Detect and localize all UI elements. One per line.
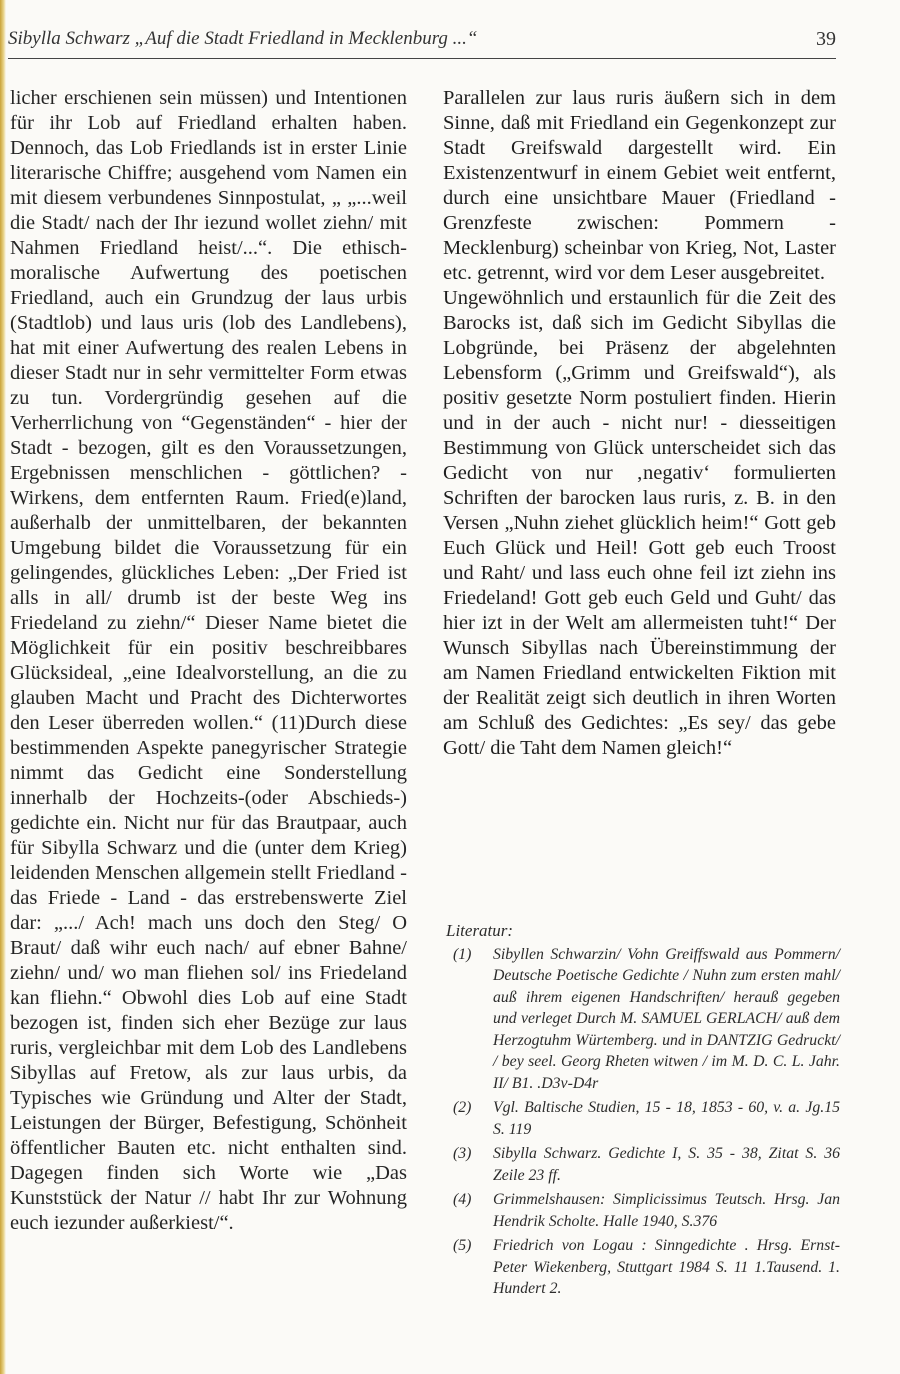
literature-text: Grimmelshausen: Simplicissimus Teutsch. Hrsg. Jan Hendrik Scholte. Halle 1940, S.376 <box>493 1191 840 1230</box>
literature-heading: Literatur: <box>446 921 514 940</box>
literature-item <box>443 1143 840 1186</box>
literature-number: (2) <box>453 1099 472 1116</box>
literature-number: (4) <box>453 1191 472 1208</box>
right-paragraph-2: Ungewöhnlich und erstaunlich für die Zeit des Barocks ist, daß sich im Gedicht Sibyllas die Lobgründe, bei Präsenz der abgelehnten Lebensform („Grimm und Greifswald“), als positiv gesetzte Norm postuliert finden. Hierin und in der auch - nicht nur! - diesseitigen Bestimmung von Glück unterscheidet sich das Gedicht von nur ‚negativ‘ formulierten Schriften der barocken laus ruris, z. B. in den Versen „Nuhn ziehet glücklich heim!“ Gott geb Euch Glück und Heil! Gott geb euch Troost und Raht/ und lass euch ohne feil izt ziehn ins Friedeland! Gott geb euch Geld und Guht/ das hier izt in der Welt am allermeisten tuht!“ Der Wunsch Sibyllas nach Übereinstimmung der am Namen Friedland entwickelten Fiktion mit der Realität zeigt sich deutlich in ihren Worten am Schluß des Gedichtes: „Es sey/ das gebe Gott/ die Taht dem Namen gleich!“ <box>443 287 836 759</box>
left-text-column <box>10 86 407 1236</box>
page-number: 39 <box>816 28 836 50</box>
page-header <box>8 24 836 59</box>
page-edge-highlight <box>0 0 6 1374</box>
literature-number: (3) <box>453 1145 472 1162</box>
literature-item <box>443 944 840 1095</box>
literature-item <box>443 1189 840 1232</box>
right-text-column <box>443 86 836 761</box>
literature-item <box>443 1235 840 1300</box>
literature-number: (1) <box>453 945 472 963</box>
literature-item <box>443 1097 840 1140</box>
literature-text: Vgl. Baltische Studien, 15 - 18, 1853 - 60, v. a. Jg.15 S. 119 <box>493 1099 840 1138</box>
left-paragraph: licher erschienen sein müssen) und Intentionen für ihr Lob auf Friedland erhalten haben. Dennoch, das Lob Friedlands ist in erster Linie literarische Chiffre; ausgehend vom Namen ein mit diesem verbundenes Sinnpostulat, „ „...weil die Stadt/ nach der Ihr iezund wollet ziehn/ mit Nahmen Friedland heist/...“. Die ethisch-moralische Aufwertung des poetischen Friedland, auch ein Grundzug der laus urbis (Stadtlob) und laus uris (lob des Landlebens), hat mit einer Aufwertung des realen Lebens in dieser Stadt nur in sehr vermittelter Form etwas zu tun. Vordergründig gesehen auf die Verherrlichung von “Gegenständen“ - hier der Stadt - bezogen, gilt es den Voraussetzungen, Ergebnissen menschlichen - göttlichen? - Wirkens, dem entfernten Raum. Fried(e)land, außerhalb der unmittelbaren, der bekannten Umgebung bildet die Voraussetzung für ein gelingendes, glückliches Leben: „Der Fried ist alls in all/ drumb ist der beste Weg ins Friedeland zu ziehn/“ Dieser Name bietet die Möglichkeit für ein positiv beschreibbares Glücksideal, „eine Idealvorstellung, an die zu glauben Macht und Pracht des Dichterwortes den Leser überreden wollen.“ (11)Durch diese bestimmenden Aspekte panegyrischer Strategie nimmt das Gedicht eine Sonderstellung innerhalb der Hochzeits-(oder Abschieds-) gedichte ein. Nicht nur für das Brautpaar, auch für Sibylla Schwarz und die (unter dem Krieg) leidenden Menschen allgemein stellt Friedland - das Friede - Land - das erstrebenswerte Ziel dar: „.../ Ach! mach uns doch den Steg/ O Braut/ daß wihr euch nach/ auf ebner Bahne/ ziehn/ und/ wo man fliehen sol/ ins Friedeland kan fliehn.“ Obwohl dies Lob auf eine Stadt bezogen ist, finden sich eher Bezüge zur laus ruris, vergleichbar mit dem Lob des Landlebens Sibyllas auf Fretow, als zur laus urbis, da Typisches wie Gründung und Alter der Stadt, Leistungen der Bürger, Befestigung, Schönheit öffentlicher Bauten etc. nicht enthalten sind. Dagegen finden sich Worte wie „Das Kunststück der Natur // habt Ihr zur Wohnung euch iezunder außerkiest/“. <box>10 87 407 1234</box>
literature-text: Sibyllen Schwarzin/ Vohn Greiffswald aus Pommern/ Deutsche Poetische Gedichte / Nuhn zum ersten mahl/ auß ihrem eigenen Handschriften/ herauß gegeben und verleget Durch M. SAMUEL GERLACH/ auß dem Herzogtuhm Würtemberg. und in DANTZIG Gedruckt/ / bey seel. Georg Rheten witwen / im M. D. C. L. Jahr. II/ B1. .D3v-D4r <box>493 945 840 1092</box>
running-head: Sibylla Schwarz „Auf die Stadt Friedland in Mecklenburg ...“ <box>8 28 478 49</box>
literature-number: (5) <box>453 1237 472 1254</box>
literature-section <box>443 920 840 1303</box>
literature-text: Sibylla Schwarz. Gedichte I, S. 35 - 38, Zitat S. 36 Zeile 23 ff. <box>493 1145 840 1184</box>
literature-text: Friedrich von Logau : Sinngedichte . Hrsg. Ernst-Peter Wiekenberg, Stuttgart 1984 S. 11 1.Tausend. 1. Hundert 2. <box>493 1237 840 1297</box>
right-paragraph-1: Parallelen zur laus ruris äußern sich in dem Sinne, daß mit Friedland ein Gegenkonzept zur Stadt Greifswald dargestellt wird. Ein Existenzentwurf in einem Gebiet weit entfernt, durch eine unsichtbare Mauer (Friedland - Grenzfeste zwischen: Pommern - Mecklenburg) scheinbar von Krieg, Not, Laster etc. getrennt, wird vor dem Leser ausgebreitet. <box>443 87 836 284</box>
